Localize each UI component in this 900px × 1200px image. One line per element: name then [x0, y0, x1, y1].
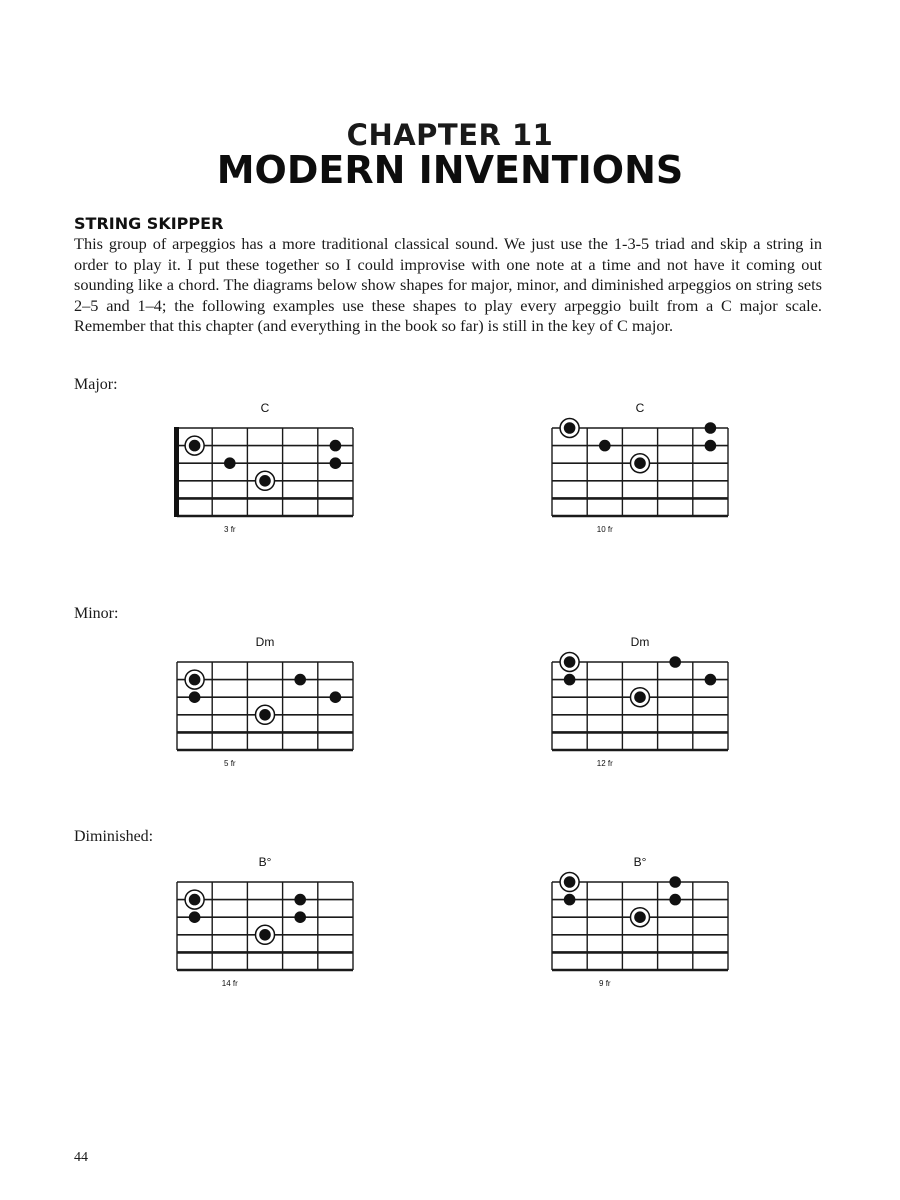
chord-diagram-svg [170, 396, 370, 546]
note-dot [705, 440, 717, 452]
chord-diagram [170, 630, 370, 780]
chord-diagram-svg [545, 396, 745, 546]
chapter-number: CHAPTER 11 [346, 118, 554, 152]
chord-name: C [635, 401, 645, 415]
note-dot [294, 674, 306, 686]
fret-position-label: 3 fr [224, 525, 236, 534]
root-note-dot [259, 475, 271, 487]
root-note-dot [634, 691, 646, 703]
category-label-diminished: Diminished: [74, 828, 154, 845]
chord-name: C [260, 401, 270, 415]
root-note-dot [189, 894, 201, 906]
chord-diagram-svg [545, 630, 745, 780]
root-note-dot [634, 911, 646, 923]
fret-position-label: 5 fr [224, 759, 236, 768]
root-note-dot [564, 656, 576, 668]
root-note-dot [564, 422, 576, 434]
category-label-major: Major: [74, 376, 118, 393]
root-note-dot [259, 709, 271, 721]
note-dot [224, 457, 236, 469]
note-dot [294, 911, 306, 923]
note-dot [189, 911, 201, 923]
note-dot [669, 894, 681, 906]
nut-bar [174, 427, 179, 517]
root-note-dot [189, 674, 201, 686]
category-label-minor: Minor: [74, 605, 119, 622]
note-dot [705, 674, 717, 686]
note-dot [669, 656, 681, 668]
chord-diagram-svg [545, 850, 745, 1000]
fret-position-label: 14 fr [221, 979, 238, 988]
note-dot [669, 876, 681, 888]
note-dot [705, 422, 717, 434]
note-dot [330, 691, 342, 703]
fret-position-label: 10 fr [596, 525, 613, 534]
chord-name: B° [633, 855, 647, 869]
chord-name: Dm [630, 635, 650, 649]
chord-diagram [170, 850, 370, 1000]
page-number: 44 [74, 1150, 88, 1165]
root-note-dot [189, 440, 201, 452]
note-dot [599, 440, 611, 452]
note-dot [330, 457, 342, 469]
note-dot [294, 894, 306, 906]
root-note-dot [564, 876, 576, 888]
chapter-title: MODERN INVENTIONS [216, 148, 684, 192]
fret-position-label: 9 fr [599, 979, 611, 988]
chord-diagram [545, 630, 745, 780]
chord-diagram-svg [170, 630, 370, 780]
chord-diagram [545, 396, 745, 546]
note-dot [564, 894, 576, 906]
fret-position-label: 12 fr [596, 759, 613, 768]
note-dot [330, 440, 342, 452]
section-title: STRING SKIPPER [74, 214, 224, 233]
chord-diagram-svg [170, 850, 370, 1000]
chord-name: Dm [255, 635, 275, 649]
note-dot [564, 674, 576, 686]
root-note-dot [634, 457, 646, 469]
root-note-dot [259, 929, 271, 941]
chord-diagram [170, 396, 370, 546]
note-dot [189, 691, 201, 703]
chord-name: B° [258, 855, 272, 869]
section-body: This group of arpeggios has a more traditional classical sound. We just use the 1-3-5 triad and skip a string in order to play it. I put these together so I could improvise with one note at a time and not have it coming out sounding like a chord. The diagrams below show shapes for major, minor, and diminished arpeggios on string sets 2–5 and 1–4; the following examples use these shapes to play every arpeggio built from a C major scale. Remember that this chapter (and everything in the book so far) is still in the key of C major. [74, 234, 822, 336]
chord-diagram [545, 850, 745, 1000]
